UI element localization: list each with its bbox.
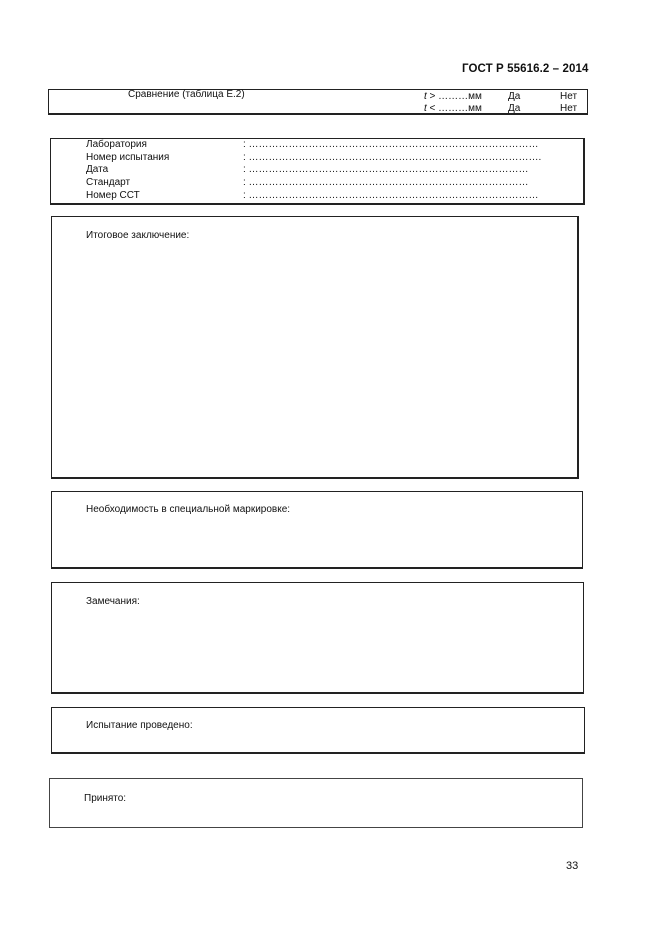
test-number-field[interactable]: : …………………………………………………………………………….: [243, 151, 542, 163]
threshold-text: < ………мм: [426, 103, 482, 114]
date-field[interactable]: : …………………………………………………………………………: [243, 164, 529, 175]
thickness-symbol: t: [424, 103, 427, 114]
remarks-label: Замечания:: [86, 596, 140, 607]
special-marking-label: Необходимость в специальной маркировке:: [86, 504, 291, 515]
sst-number-label: Номер ССТ: [86, 189, 140, 201]
standard-label: Стандарт: [86, 177, 131, 188]
threshold-text: > ………мм: [426, 91, 482, 102]
accepted-box[interactable]: [49, 778, 583, 828]
comparison-threshold-greater: [424, 91, 482, 104]
final-conclusion-label: Итоговое заключение:: [86, 230, 190, 241]
laboratory-label: Лаборатория: [86, 139, 147, 150]
date-label: Дата: [86, 164, 109, 175]
special-marking-box[interactable]: [51, 491, 583, 569]
comparison-yes-option: Да: [508, 103, 521, 114]
comparison-yes-option: Да: [508, 91, 521, 102]
thickness-symbol: t: [424, 91, 427, 102]
comparison-no-option: Нет: [560, 103, 578, 114]
comparison-threshold-less: [424, 103, 482, 116]
comparison-label: Сравнение (таблица Е.2): [128, 89, 245, 100]
standard-field[interactable]: : …………………………………………………………………………: [243, 177, 529, 188]
test-number-label: Номер испытания: [86, 151, 170, 163]
sst-number-field[interactable]: : ……………………………………………………………………………: [243, 189, 539, 201]
comparison-no-option: Нет: [560, 91, 578, 102]
document-code: ГОСТ Р 55616.2 – 2014: [462, 63, 589, 75]
laboratory-field[interactable]: : ……………………………………………………………………………: [243, 139, 539, 150]
final-conclusion-box[interactable]: [51, 216, 579, 479]
page-number: 33: [566, 860, 579, 872]
accepted-label: Принято:: [84, 793, 127, 804]
test-performed-label: Испытание проведено:: [86, 720, 193, 731]
